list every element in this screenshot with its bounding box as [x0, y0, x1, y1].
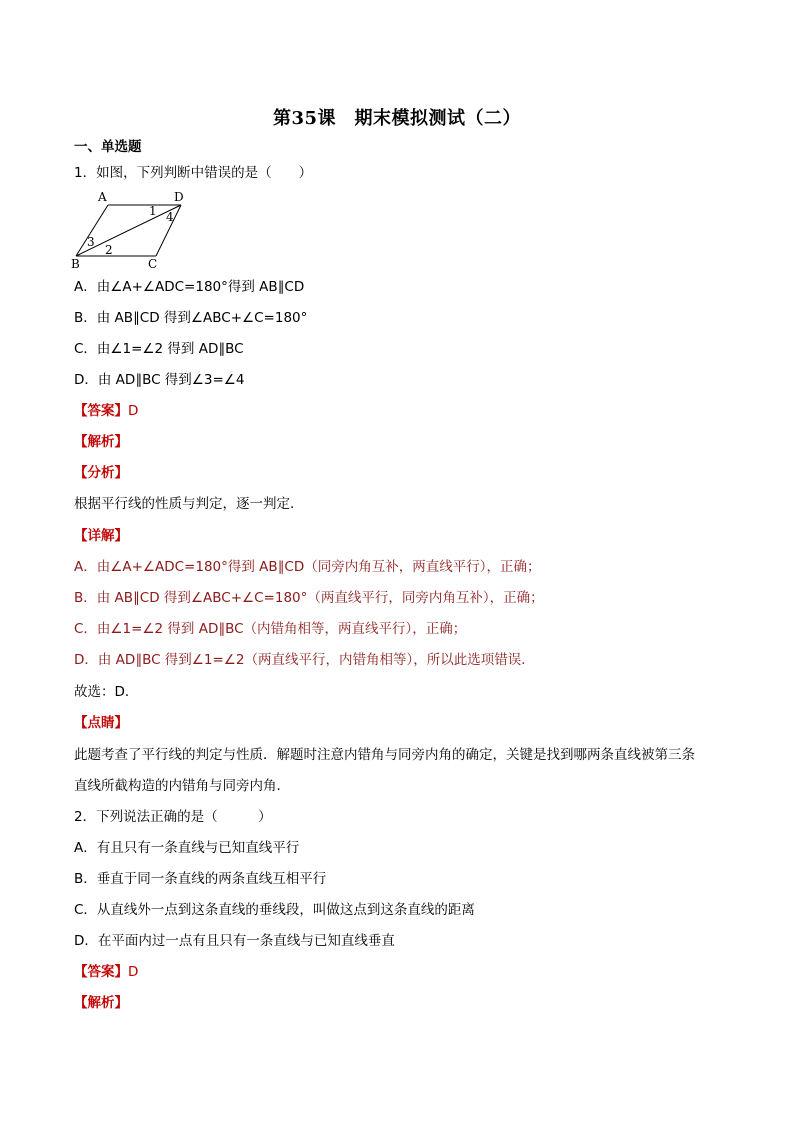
- q2-option-b: B．垂直于同一条直线的两条直线互相平行: [74, 871, 327, 887]
- q1-detail-a: A．由∠A+∠ADC=180°得到 AB∥CD（同旁内角互补，两直线平行），正确；: [74, 559, 541, 575]
- q1-dianjing-line-2: 直线所截构造的内错角与同旁内角．: [74, 778, 290, 794]
- q1-option-c: C．由∠1=∠2 得到 AD∥BC: [74, 341, 244, 357]
- q1-detail-c: C．由∠1=∠2 得到 AD∥BC（内错角相等，两直线平行），正确；: [74, 621, 467, 637]
- q1-xiangjie-label: 【详解】: [74, 528, 128, 544]
- label-B: B: [71, 257, 80, 270]
- q1-option-b: B．由 AB∥CD 得到∠ABC+∠C=180°: [74, 310, 308, 326]
- angle-1: 1: [149, 204, 157, 218]
- q1-detail-d: D．由 AD∥BC 得到∠1=∠2（两直线平行，内错角相等），所以此选项错误．: [74, 652, 535, 668]
- q1-dianjing-line-1: 此题考查了平行线的判定与性质．解题时注意内错角与同旁内角的确定，关键是找到哪两条直线被第三条: [74, 747, 695, 763]
- q1-fenxi-label: 【分析】: [74, 465, 128, 481]
- answer-label: 【答案】: [74, 964, 128, 980]
- answer-value: D: [128, 403, 139, 419]
- parallelogram-figure: [68, 188, 198, 270]
- section-heading: 一、单选题: [74, 139, 142, 155]
- answer-value: D: [128, 964, 139, 980]
- label-A: A: [98, 190, 107, 204]
- q1-guxuan: 故选：D．: [74, 684, 139, 700]
- q2-option-d: D．在平面内过一点有且只有一条直线与已知直线垂直: [74, 933, 395, 949]
- q1-dianjing-label: 【点睛】: [74, 715, 128, 731]
- q2-option-a: A．有且只有一条直线与已知直线平行: [74, 840, 300, 856]
- q1-answer: [74, 401, 724, 421]
- q1-option-d: D．由 AD∥BC 得到∠3=∠4: [74, 372, 245, 388]
- angle-4: 4: [166, 210, 174, 224]
- page-title: 第35课 期末模拟测试（二）: [272, 108, 522, 129]
- q1-jiexi-label: 【解析】: [74, 434, 128, 450]
- angle-2: 2: [105, 243, 113, 257]
- q2-answer: [74, 962, 724, 982]
- label-D: D: [174, 190, 184, 204]
- q1-stem: 1．如图，下列判断中错误的是（ ）: [74, 165, 313, 181]
- answer-label: 【答案】: [74, 403, 128, 419]
- label-C: C: [148, 257, 158, 270]
- q2-jiexi-label: 【解析】: [74, 995, 128, 1011]
- q2-stem: 2．下列说法正确的是（ ）: [74, 809, 272, 825]
- q1-detail-b: B．由 AB∥CD 得到∠ABC+∠C=180°（两直线平行，同旁内角互补），正确；: [74, 590, 544, 606]
- angle-3: 3: [87, 235, 95, 249]
- q2-option-c: C．从直线外一点到这条直线的垂线段，叫做这点到这条直线的距离: [74, 902, 475, 918]
- q1-option-a: A．由∠A+∠ADC=180°得到 AB∥CD: [74, 279, 305, 295]
- q1-fenxi-text: 根据平行线的性质与判定，逐一判定．: [74, 496, 304, 512]
